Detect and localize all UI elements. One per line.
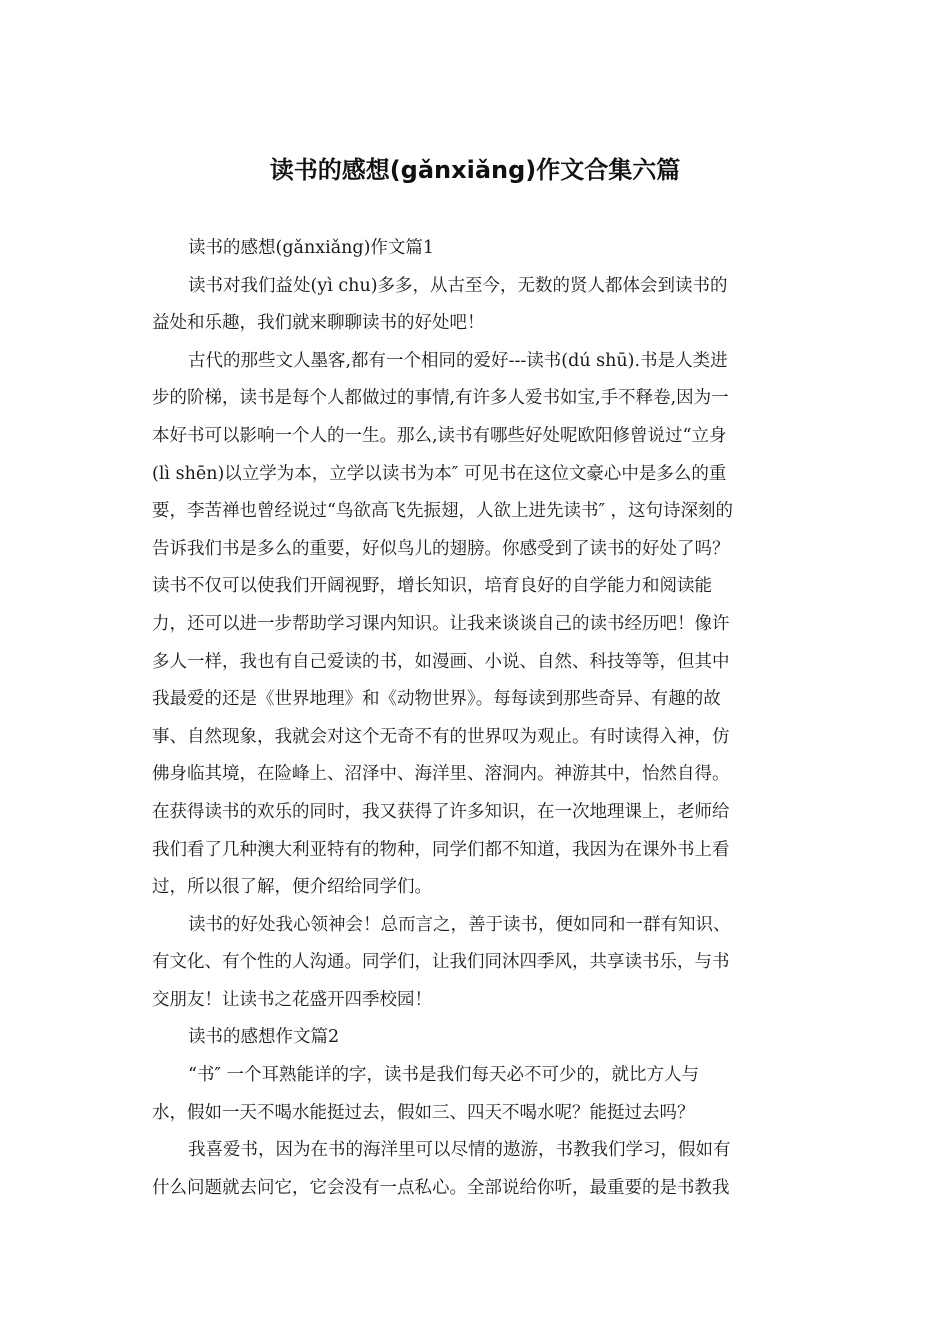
text-line: 交朋友！让读书之花盛开四季校园！ [152,989,432,1010]
document-title: 读书的感想(gǎnxiǎng)作文合集六篇 [269,156,681,184]
text-line: 益处和乐趣，我们就来聊聊读书的好处吧！ [152,313,485,334]
text-line: 读书的感想(gǎnxiǎng)作文篇1 [188,238,435,258]
document-body [152,230,792,1207]
text-line: 古代的那些文人墨客,都有一个相同的爱好---读书(dú shū).书是人类进 [188,350,728,371]
text-line: 水，假如一天不喝水能挺过去，假如三、四天不喝水呢？能挺过去吗？ [152,1102,695,1123]
text-line: 我最爱的还是《世界地理》和《动物世界》。每每读到那些奇异、有趣的故 [152,689,721,710]
text-line: 读书对我们益处(yì chu)多多，从古至今，无数的贤人都体会到读书的 [188,275,728,296]
text-line: 读书的感想作文篇2 [188,1027,340,1048]
text-line: 力，还可以进一步帮助学习课内知识。让我来谈谈自己的读书经历吧！像许 [152,613,730,634]
text-line: 要，李苦禅也曾经说过“鸟欲高飞先振翅，人欲上进先读书″ ，这句诗深刻的 [152,501,734,522]
text-line: 有文化、有个性的人沟通。同学们，让我们同沐四季风，共享读书乐，与书 [152,952,730,973]
text-line: “书″ 一个耳熟能详的字，读书是我们每天必不可少的，就比方人与 [188,1065,700,1086]
text-line: 事、自然现象，我就会对这个无奇不有的世界叹为观止。有时读得入神，仿 [152,726,730,747]
text-line: 我们看了几种澳大利亚特有的物种，同学们都不知道，我因为在课外书上看 [152,839,730,860]
text-line: 多人一样，我也有自己爱读的书，如漫画、小说、自然、科技等等，但其中 [152,651,730,672]
text-line: 读书的好处我心领神会！总而言之，善于读书，便如同和一群有知识、 [188,914,731,935]
text-line: 过，所以很了解，便介绍给同学们。 [152,877,432,898]
text-line: 什么问题就去问它，它会没有一点私心。全部说给你听，最重要的是书教我 [152,1177,730,1198]
text-line: 佛身临其境，在险峰上、沼泽中、海洋里、溶洞内。神游其中，怡然自得。 [152,764,730,785]
text-line: 我喜爱书，因为在书的海洋里可以尽情的遨游，书教我们学习，假如有 [188,1140,731,1161]
text-line: 在获得读书的欢乐的同时，我又获得了许多知识，在一次地理课上，老师给 [152,801,730,822]
text-line: 告诉我们书是多么的重要，好似鸟儿的翅膀。你感受到了读书的好处了吗？ [152,538,730,559]
text-line: 读书不仅可以使我们开阔视野，增长知识，培育良好的自学能力和阅读能 [152,576,712,597]
text-line: (lì shēn)以立学为本，立学以读书为本″ 可见书在这位文豪心中是多么的重 [152,463,727,484]
text-line: 本好书可以影响一个人的一生。那么,读书有哪些好处呢欧阳修曾说过“立身 [152,425,727,446]
text-line: 步的阶梯，读书是每个人都做过的事情,有许多人爱书如宝,手不释卷,因为一 [152,388,729,409]
